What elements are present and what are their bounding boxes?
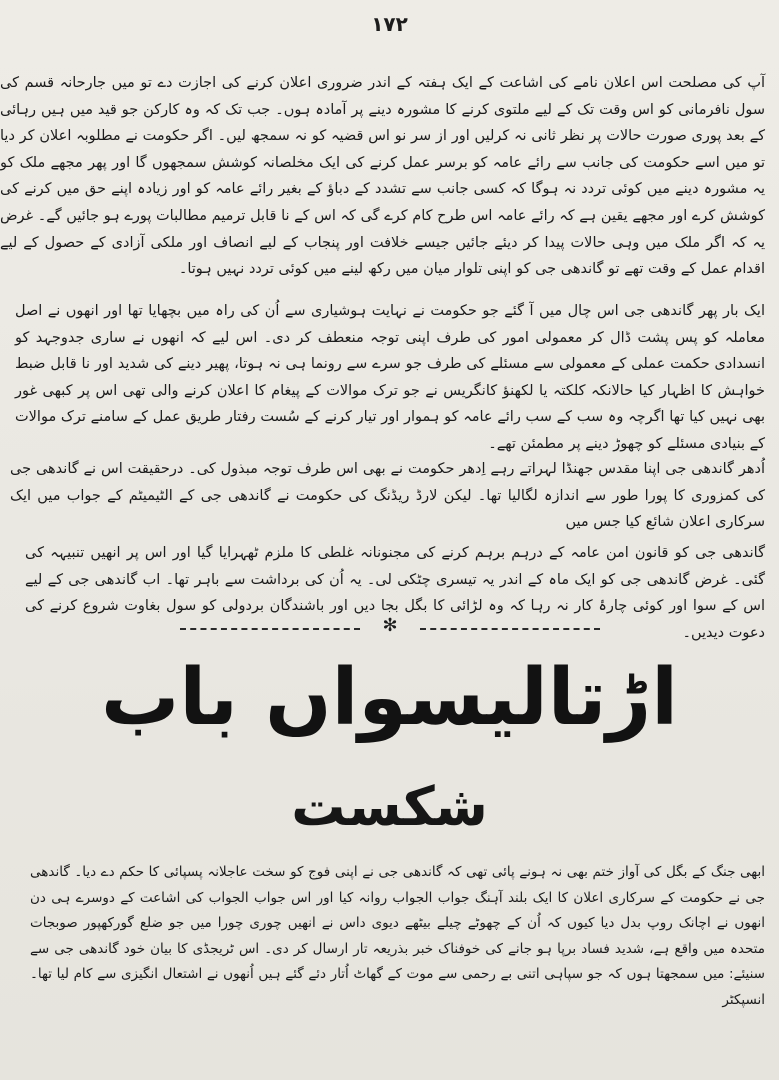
- divider-ornament-icon: ✻: [382, 615, 398, 636]
- page-number: ۱۷۲: [371, 12, 408, 36]
- divider-line-right: [420, 628, 600, 630]
- paragraph-2: ایک بار پھر گاندھی جی اس چال میں آ گئے جو حکومت نے نہایت ہوشیاری سے اُن کی راہ میں بچھایا تھا اور انھوں نے اصل معاملہ کو پس پشت ڈال کر معمولی امور کی طرف اپنی توجہ منعطف کر دی۔ اس لیے کہ انھوں نے ساری جدوجہد کو انسدادی حکمت عملی کے معمولی سے مسئلے کی طرف جو سرے سے رونما ہی نہ ہوتا، پھیر دینے کی شدید اور نا قابل ضبط خواہش کا اظہار کیا حالانکہ کلکتہ یا لکھنؤ کانگریس نے جو ترک موالات کے پیغام کا اعلان کرنے والی تھی اس پر کبھی غور بھی نہیں کیا تھا اگرچہ وہ سب کے سب رائے عامہ کو ہموار اور تیار کرنے کے سُست رفتار طریق عمل کے سامنے ترک موالات کے بنیادی مسئلے کو چھوڑ دینے پر مطمئن تھے۔: [15, 303, 765, 452]
- paragraph-3: اُدھر گاندھی جی اپنا مقدس جھنڈا لہراتے رہے اِدھر حکومت نے بھی اس طرف توجہ مبذول کی۔ درحقیقت اس نے گاندھی جی کی کمزوری کا پورا طور سے اندازہ لگالیا تھا۔ لیکن لارڈ ریڈنگ کی حکومت نے گاندھی جی کے الٹیمیٹم کے جواب میں ایک سرکاری اعلان شائع کیا جس میں: [10, 461, 765, 531]
- chapter-title: اڑتالیسواں باب: [100, 653, 679, 743]
- divider-line-left: [180, 628, 360, 630]
- paragraph-4: گاندھی جی کو قانون امن عامہ کے درہم برہم کرنے کی مجنونانہ غلطی کا ملزم ٹھہرایا گیا اور اس پر انھیں تنبیہہ کی گئی۔ غرض گاندھی جی کو ایک ماہ کے اندر یہ تیسری چٹکی لی۔ یہ اُن کی برداشت سے باہر تھا۔ اب گاندھی جی کے لیے اس کے سوا اور کوئی چارۂ کار نہ رہا کہ وہ لڑائی کا بگل بجا دیں اور باشندگان بردولی کو سول بغاوت شروع کرنے کی دعوت دیدیں۔: [25, 545, 765, 641]
- section-divider: [180, 615, 600, 636]
- paragraph-1: آپ کی مصلحت اس اعلان نامے کی اشاعت کے ایک ہفتہ کے اندر ضروری اعلان کرنے کی اجازت دے تو میں جارحانہ قسم کی سول نافرمانی کو اس وقت تک کے لیے ملتوی کرنے کا مشورہ دینے پر آمادہ ہوں۔ جب تک کہ وہ کارکن جو قید میں ہیں رہائی کے بعد پوری صورت حالات پر نظر ثانی نہ کرلیں اور از سر نو اس قضیہ کو نہ سمجھ لیں۔ اگر حکومت نے مطلوبہ اعلان کر دیا تو میں اسے حکومت کی جانب سے رائے عامہ کو برسر عمل کرنے کی ایک مخلصانہ کوشش سمجھوں گا اور پھر مجھے ملک کو یہ مشورہ دینے میں کوئی تردد نہ ہوگا کہ کسی جانب سے تشدد کے دباؤ کے بغیر رائے عامہ کو اور زیادہ اپنے حق میں کرنے کی کوشش کرے اور مجھے یقین ہے کہ رائے عامہ اس طرح کام کرے گی کہ اس کے نا قابل ترمیم مطالبات پورے ہو جائیں گے۔ غرض یہ کہ اگر ملک میں وہی حالات پیدا کر دیئے جائیں جیسے خلافت اور پنجاب کے لیے انصاف اور ملکی آزادی کے حصول کے لیے اقدام عمل کے وقت تھے تو گاندھی جی کو اپنی تلوار میان میں رکھ لینے میں کوئی تردد نہیں ہوتا۔: [0, 75, 765, 278]
- paragraph-5: ابھی جنگ کے بگل کی آواز ختم بھی نہ ہونے پائی تھی کہ گاندھی جی نے اپنی فوج کو سخت عاجلانہ پسپائی کا حکم دے دیا۔ گاندھی جی نے حکومت کے سرکاری اعلان کا ایک بلند آہنگ جواب الجواب روانہ کیا اور اس جواب الجواب کی اشاعت کے دوسرے ہی دن انھوں نے اچانک روپ بدل دیا کیوں کہ اُن کے چھوٹے چیلے بیٹھے دیوی داس نے انھیں چوری چورا میں جو ضلع گورکھپور صوبجات متحدہ میں واقع ہے، شدید فساد برپا ہو جانے کی خوفناک خبر بذریعہ تار ارسال کر دی۔ اس ٹریجڈی کا بیان خود گاندھی جی سے سنیئے: میں سمجھتا ہوں کہ جو سپاہی اتنی بے رحمی سے موت کے گھاٹ اُتار دئے گئے ہیں اُنھوں نے اشتعال انگیزی سے کام لیا تھا۔ انسپکٹر: [30, 864, 765, 1008]
- chapter-subtitle: شکست: [291, 775, 488, 838]
